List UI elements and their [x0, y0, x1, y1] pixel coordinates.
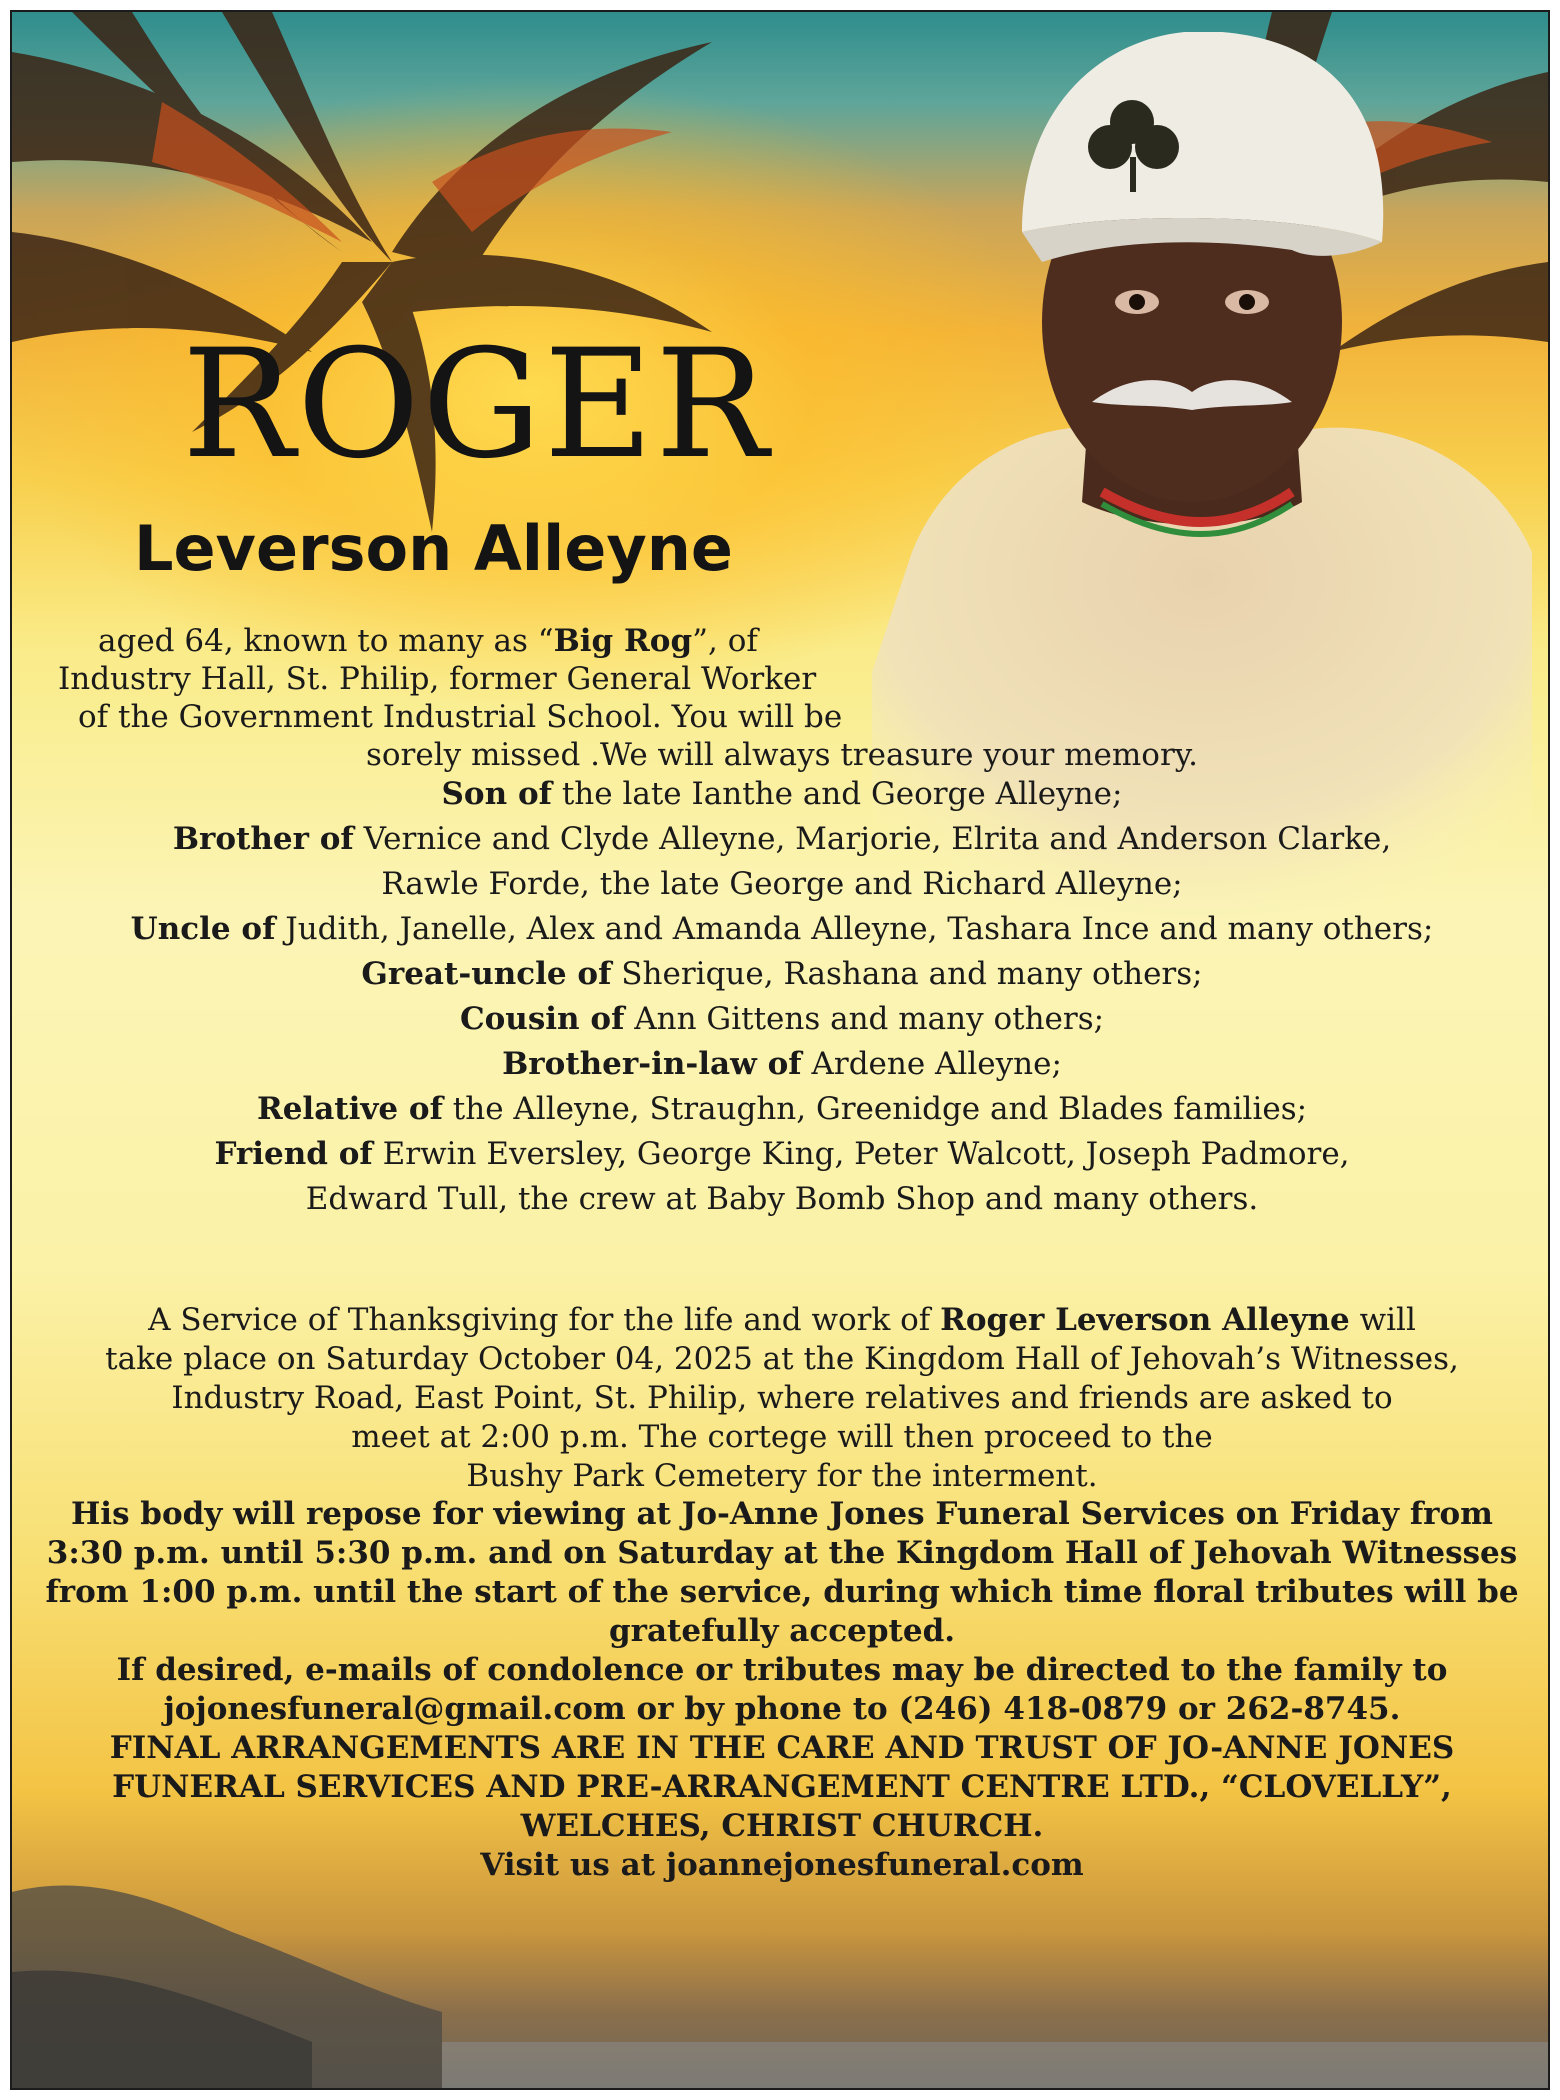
intro-line: Industry Hall, St. Philip, former General Worker: [58, 661, 817, 697]
relation-line: [32, 1042, 1532, 1087]
closing-line: Visit us at joannejonesfuneral.com: [480, 1847, 1084, 1883]
deceased-full-name: Leverson Alleyne: [134, 512, 733, 585]
closing-line: 3:30 p.m. until 5:30 p.m. and on Saturday at the Kingdom Hall of Jehovah Witnesses: [46, 1535, 1518, 1571]
relation-line: [32, 952, 1532, 997]
relation-label: Great-uncle of: [361, 956, 612, 992]
intro-paragraph: [42, 622, 902, 736]
relation-text: Vernice and Clyde Alleyne, Marjorie, Elrita and Anderson Clarke,: [353, 821, 1392, 857]
relation-label: Cousin of: [459, 1001, 625, 1037]
relation-label: Friend of: [214, 1136, 373, 1172]
intro-line: of the Government Industrial School. You will be: [78, 699, 843, 735]
relation-text: the Alleyne, Straughn, Greenidge and Blades families;: [442, 1091, 1308, 1127]
deceased-first-name: ROGER: [182, 318, 771, 492]
relation-line: [32, 862, 1532, 907]
relation-label: Uncle of: [130, 911, 276, 947]
service-line: A Service of Thanksgiving for the life and work of Roger Leverson Alleyne will: [148, 1302, 1416, 1338]
closing-line: jojonesfuneral@gmail.com or by phone to (246) 418-0879 or 262-8745.: [163, 1691, 1401, 1727]
service-line: meet at 2:00 p.m. The cortege will then proceed to the: [351, 1419, 1213, 1455]
relation-label: Brother of: [172, 821, 354, 857]
relation-line: [32, 817, 1532, 862]
relation-line: [32, 1177, 1532, 1222]
service-line: Bushy Park Cemetery for the interment.: [466, 1458, 1098, 1494]
closing-line: If desired, e-mails of condolence or tributes may be directed to the family to: [116, 1652, 1448, 1688]
relation-text: Sherique, Rashana and many others;: [611, 956, 1203, 992]
relation-line: [32, 1087, 1532, 1132]
intro-line: aged 64, known to many as “Big Rog”, of: [98, 623, 758, 659]
relation-line: [32, 907, 1532, 952]
relation-label: Relative of: [256, 1091, 443, 1127]
relation-text: Ardene Alleyne;: [801, 1046, 1062, 1082]
relation-label: Brother-in-law of: [502, 1046, 802, 1082]
closing-line: gratefully accepted.: [608, 1613, 956, 1649]
relation-line: [32, 997, 1532, 1042]
closing-paragraph: [32, 1495, 1532, 1885]
relation-text: the late Ianthe and George Alleyne;: [551, 776, 1123, 812]
relation-text: Rawle Forde, the late George and Richard Alleyne;: [381, 866, 1183, 902]
relation-label: Son of: [441, 776, 552, 812]
relation-text: Erwin Eversley, George King, Peter Walcott, Joseph Padmore,: [372, 1136, 1350, 1172]
service-line: Industry Road, East Point, St. Philip, where relatives and friends are asked to: [171, 1380, 1393, 1416]
relation-text: Edward Tull, the crew at Baby Bomb Shop and many others.: [305, 1181, 1259, 1217]
closing-line: WELCHES, CHRIST CHURCH.: [520, 1808, 1044, 1844]
relation-line: [32, 1132, 1532, 1177]
relation-line: [32, 772, 1532, 817]
relation-text: Ann Gittens and many others;: [624, 1001, 1105, 1037]
closing-line: His body will repose for viewing at Jo-Anne Jones Funeral Services on Friday from: [71, 1496, 1493, 1532]
obituary-card: [10, 10, 1550, 2090]
nickname: Big Rog: [553, 623, 693, 659]
closing-line: FINAL ARRANGEMENTS ARE IN THE CARE AND TRUST OF JO-ANNE JONES: [109, 1730, 1455, 1766]
intro-line: sorely missed .We will always treasure your memory.: [365, 737, 1199, 773]
closing-line: FUNERAL SERVICES AND PRE-ARRANGEMENT CENTRE LTD., “CLOVELLY”,: [112, 1769, 1452, 1805]
relations-list: [32, 772, 1532, 1222]
service-deceased-name: Roger Leverson Alleyne: [940, 1302, 1350, 1338]
service-paragraph: [32, 1301, 1532, 1496]
relation-text: Judith, Janelle, Alex and Amanda Alleyne, Tashara Ince and many others;: [275, 911, 1434, 947]
closing-line: from 1:00 p.m. until the start of the service, during which time floral tributes will be: [45, 1574, 1519, 1610]
service-line: take place on Saturday October 04, 2025 at the Kingdom Hall of Jehovah’s Witnesses,: [105, 1341, 1459, 1377]
